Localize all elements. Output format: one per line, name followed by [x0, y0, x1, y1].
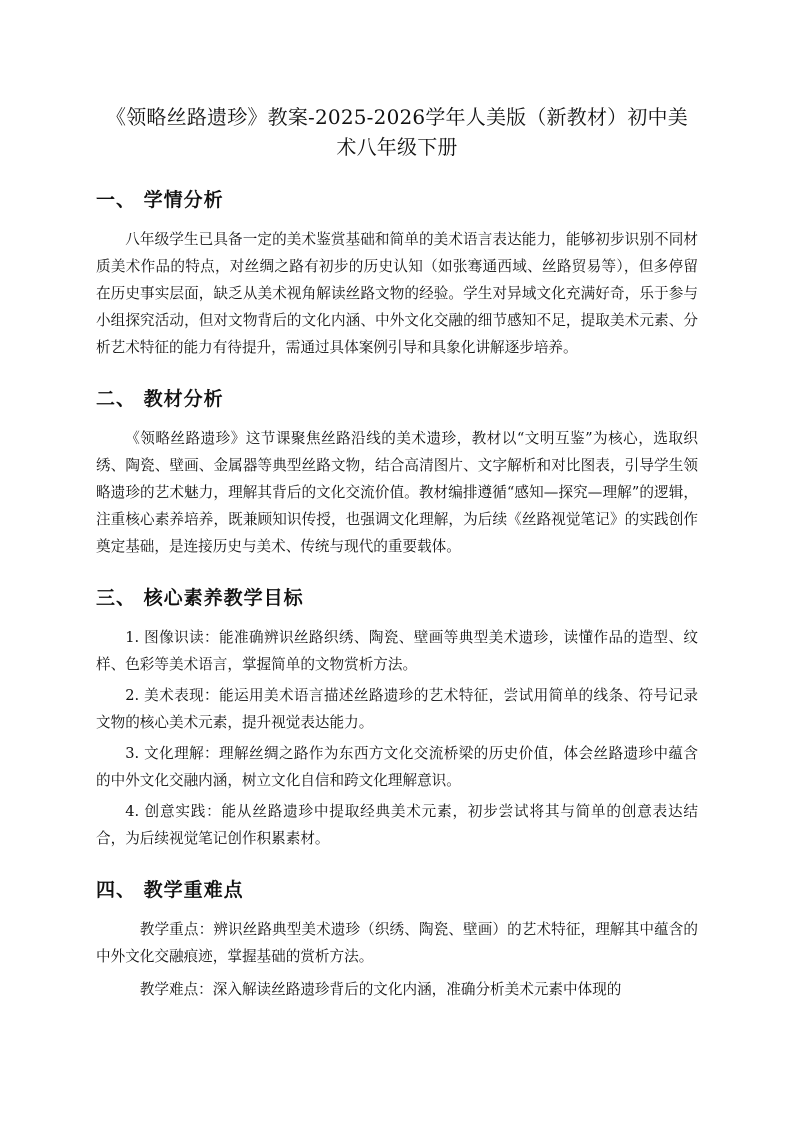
section-key-difficult-points — [96, 876, 698, 1003]
section-heading: 二、 教材分析 — [96, 388, 224, 410]
section-heading: 一、 学情分析 — [96, 189, 224, 211]
teaching-difficulty-paragraph: 教学难点：深入解读丝路遗珍背后的文化内涵，准确分析美术元素中体现的 — [139, 981, 622, 998]
section-core-literacy-objectives — [96, 584, 698, 852]
section-textbook-analysis — [96, 385, 698, 560]
objective-item: 2. 美术表现：能运用美术语言描述丝路遗珍的艺术特征，尝试用简单的线条、符号记录文物的核心美术元素，提升视觉表达能力。 — [96, 687, 698, 731]
teaching-focus-paragraph: 教学重点：辨识丝路典型美术遗珍（织绣、陶瓷、壁画）的艺术特征，理解其中蕴含的中外文化交融痕迹，掌握基础的赏析方法。 — [96, 921, 698, 965]
paragraph: 八年级学生已具备一定的美术鉴赏基础和简单的美术语言表达能力，能够初步识别不同材质美术作品的特点，对丝绸之路有初步的历史认知（如张骞通西域、丝路贸易等），但多停留在历史事实层面，缺乏从美术视角解读丝路文物的经验。学生对异域文化充满好奇，乐于参与小组探究活动，但对文物背后的文化内涵、中外文化交融的细节感知不足，提取美术元素、分析艺术特征的能力有待提升，需通过具体案例引导和具象化讲解逐步培养。 — [96, 231, 698, 356]
objective-item: 3. 文化理解：理解丝绸之路作为东西方文化交流桥梁的历史价值，体会丝路遗珍中蕴含的中外文化交融内涵，树立文化自信和跨文化理解意识。 — [96, 745, 698, 789]
objective-item: 4. 创意实践：能从丝路遗珍中提取经典美术元素，初步尝试将其与简单的创意表达结合，为后续视觉笔记创作积累素材。 — [96, 803, 698, 847]
paragraph: 《领略丝路遗珍》这节课聚焦丝路沿线的美术遗珍，教材以“文明互鉴”为核心，选取织绣、陶瓷、壁画、金属器等典型丝路文物，结合高清图片、文字解析和对比图表，引导学生领略遗珍的艺术魅力，理解其背后的文化交流价值。教材编排遵循“感知—探究—理解”的逻辑，注重核心素养培养，既兼顾知识传授，也强调文化理解，为后续《丝路视觉笔记》的实践创作奠定基础，是连接历史与美术、传统与现代的重要载体。 — [96, 430, 698, 555]
objective-item: 1. 图像识读：能准确辨识丝路织绣、陶瓷、壁画等典型美术遗珍，读懂作品的造型、纹样、色彩等美术语言，掌握简单的文物赏析方法。 — [96, 629, 698, 673]
document-title: 《领略丝路遗珍》教案-2025-2026学年人美版（新教材）初中美术八年级下册 — [106, 105, 688, 159]
section-learner-analysis — [96, 186, 698, 361]
section-heading: 三、 核心素养教学目标 — [96, 587, 304, 609]
section-heading: 四、 教学重难点 — [96, 879, 244, 901]
